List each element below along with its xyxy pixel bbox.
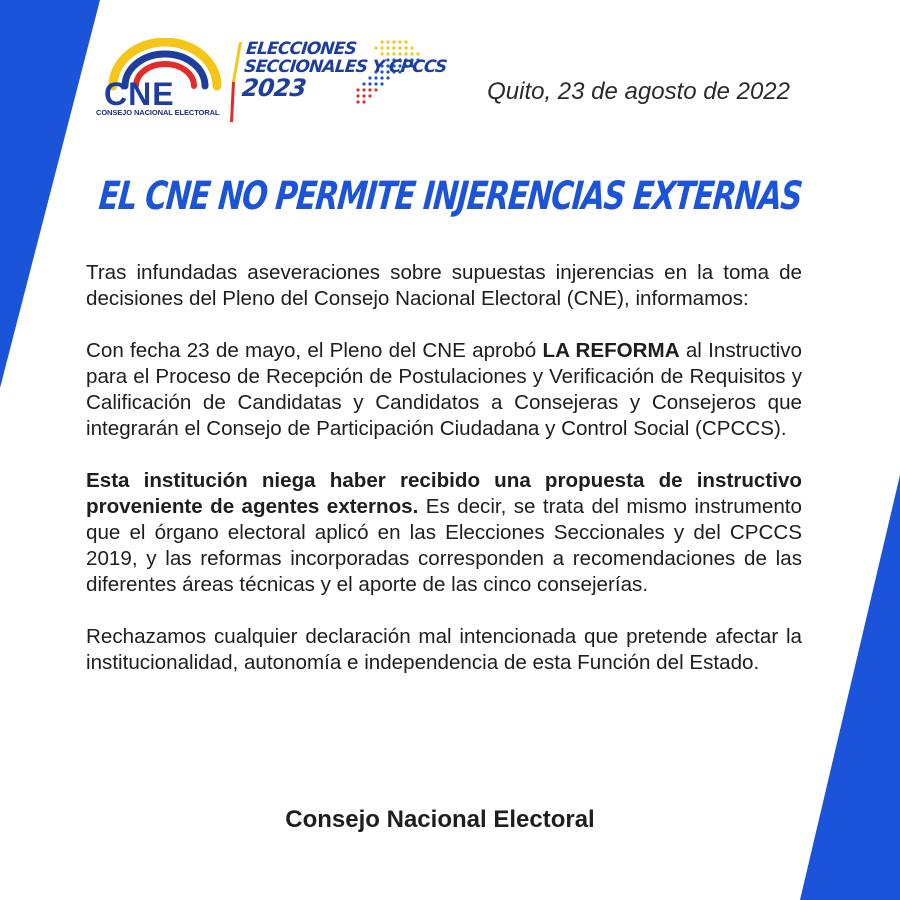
- headline-text: EL CNE NO PERMITE INJERENCIAS EXTERNAS: [97, 174, 803, 219]
- event-title: [241, 40, 447, 100]
- signature: Consejo Nacional Electoral: [285, 806, 595, 833]
- paragraph-3: Esta institución niega haber recibido una propuesta de instructivo proveniente de agentes externos. Es decir, se trata del mismo instrumento que el órgano electoral aplicó en las Elecciones Seccionales y del CPCCS 2019, y las reformas incorporadas corresponden a recomendaciones de las diferentes áreas técnicas y el aporte de las cinco consejerías.: [86, 469, 802, 596]
- logo-tagline: CONSEJO NACIONAL ELECTORAL: [96, 108, 220, 117]
- right-blue-band: [800, 475, 900, 900]
- headline: [0, 174, 900, 219]
- paragraph-1: Tras infundadas aseveraciones sobre supuestas injerencias en la toma de decisiones del Pleno del Consejo Nacional Electoral (CNE), informamos:: [86, 261, 802, 310]
- paragraph-4: Rechazamos cualquier declaración mal intencionada que pretende afectar la institucionalidad, autonomía e independencia de esta Función del Estado.: [86, 625, 802, 674]
- event-line-2: SECCIONALES Y CPCCS: [243, 57, 448, 77]
- event-line-1: ELECCIONES: [245, 39, 358, 59]
- reform-emphasis: LA REFORMA: [542, 339, 680, 362]
- logo-letters: CNE: [104, 76, 175, 112]
- paragraph-2: Con fecha 23 de mayo, el Pleno del CNE aprobó LA REFORMA al Instructivo para el Proceso de Recepción de Postulaciones y Verificación de Requisitos y Calificación de Candidatas y Candidatos a Consejeras y Consejeros que integrarán el Consejo de Participación Ciudadana y Control Social (CPCCS).: [86, 339, 802, 440]
- statement-body: [86, 260, 802, 702]
- document-date: Quito, 23 de agosto de 2022: [487, 78, 790, 105]
- event-year: 2023: [240, 74, 308, 102]
- denial-emphasis: Esta institución niega haber recibido una propuesta de instructivo proveniente de agentes externos.: [86, 469, 802, 518]
